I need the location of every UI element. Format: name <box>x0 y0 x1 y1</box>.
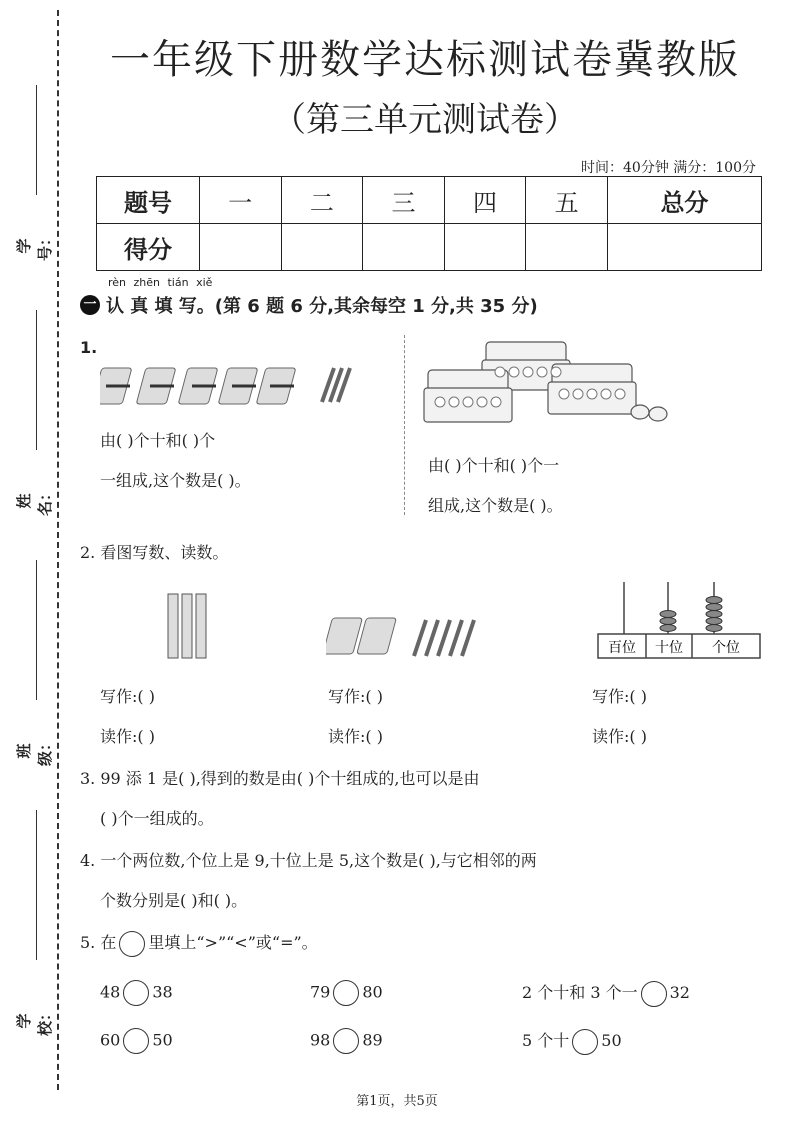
compare-item <box>310 980 383 1006</box>
compare-right: 38 <box>152 982 173 1002</box>
q5-title-b: 里填上“>”“<”或“=”。 <box>148 933 318 952</box>
compare-item <box>522 1028 622 1055</box>
compare-right: 50 <box>152 1030 173 1050</box>
score-input-cell[interactable] <box>526 224 608 271</box>
answer-circle-icon[interactable] <box>641 981 667 1007</box>
compare-right: 32 <box>669 983 690 1002</box>
compare-item <box>522 980 690 1007</box>
egg-cartons-illustration <box>422 338 682 433</box>
compare-right: 89 <box>362 1030 383 1050</box>
compare-circle-icon <box>119 931 145 957</box>
page-title: 一年级下册数学达标测试卷冀教版 <box>110 37 740 83</box>
compare-left: 60 <box>100 1030 121 1050</box>
score-input-cell[interactable] <box>607 224 761 271</box>
sticks-group-illustration <box>326 612 486 662</box>
q1-right-line2: 组成,这个数是( )。 <box>428 496 563 515</box>
q3-line1: 3. 99 添 1 是( ),得到的数是由( )个十组成的,也可以是由 <box>80 769 480 788</box>
q1-number: 1. <box>80 338 98 357</box>
table-cell: 一 <box>200 177 282 224</box>
answer-circle-icon[interactable] <box>333 1028 359 1054</box>
q2-read-1: 读作:( ) <box>100 727 155 746</box>
score-input-cell[interactable] <box>200 224 282 271</box>
section-number-badge: 一 <box>80 295 100 315</box>
q2-write-1: 写作:( ) <box>100 687 155 706</box>
compare-left: 5 个十 <box>522 1031 570 1050</box>
table-row <box>97 177 762 224</box>
compare-right: 50 <box>601 1031 622 1050</box>
stick-bundle-icon <box>218 368 258 404</box>
q2-read-3: 读作:( ) <box>592 727 647 746</box>
bundles-of-sticks-illustration <box>100 360 360 410</box>
q1-left-line2: 一组成,这个数是( )。 <box>100 471 251 490</box>
section-title: 认 真 填 写。(第 6 题 6 分,其余每空 1 分,共 35 分) <box>106 296 538 317</box>
score-input-cell[interactable] <box>444 224 526 271</box>
section-pinyin: rèn zhēn tián xiě <box>108 276 213 289</box>
answer-circle-icon[interactable] <box>333 980 359 1006</box>
q4-line1: 4. 一个两位数,个位上是 9,十位上是 5,这个数是( ),与它相邻的两 <box>80 851 537 870</box>
score-table <box>96 176 762 271</box>
section-heading <box>80 292 538 318</box>
q2-title: 2. 看图写数、读数。 <box>80 543 229 562</box>
q2-write-2: 写作:( ) <box>328 687 383 706</box>
exam-meta: 时间：40分钟 满分：100分 <box>581 160 756 176</box>
answer-circle-icon[interactable] <box>123 980 149 1006</box>
abacus-label-tens: 十位 <box>655 640 683 656</box>
q5-title <box>80 930 318 957</box>
stick-bundle-icon <box>178 368 218 404</box>
q2-read-2: 读作:( ) <box>328 727 383 746</box>
abacus-label-hundreds: 百位 <box>608 640 636 656</box>
table-cell: 得分 <box>97 224 200 271</box>
name-label: 姓名： <box>15 486 54 517</box>
answer-circle-icon[interactable] <box>123 1028 149 1054</box>
compare-item <box>100 1028 173 1054</box>
compare-right: 80 <box>362 982 383 1002</box>
table-cell: 二 <box>281 177 363 224</box>
q4-line2: 个数分别是( )和( )。 <box>100 891 248 910</box>
stick-bundle-icon <box>100 368 132 404</box>
student-id-label: 学号： <box>15 231 54 262</box>
class-line <box>36 560 37 700</box>
table-cell: 四 <box>444 177 526 224</box>
name-line <box>36 310 37 450</box>
compare-item <box>100 980 173 1006</box>
q3-line2: ( )个一组成的。 <box>100 809 214 828</box>
table-row <box>97 224 762 271</box>
class-label: 班级： <box>15 736 54 767</box>
q1-left-line1: 由( )个十和( )个 <box>100 431 216 450</box>
compare-item <box>310 1028 383 1054</box>
table-cell: 三 <box>363 177 445 224</box>
table-cell: 总分 <box>607 177 761 224</box>
q1-right-line1: 由( )个十和( )个一 <box>428 456 560 475</box>
abacus-label-ones: 个位 <box>712 640 740 656</box>
compare-left: 98 <box>310 1030 331 1050</box>
table-cell: 题号 <box>97 177 200 224</box>
compare-left: 48 <box>100 982 121 1002</box>
compare-left: 79 <box>310 982 331 1002</box>
binding-dashed-line <box>57 10 59 1090</box>
stick-bundle-icon <box>136 368 176 404</box>
page-footer: 第1页，共5页 <box>356 1094 438 1109</box>
school-label: 学校： <box>15 1006 54 1037</box>
score-input-cell[interactable] <box>281 224 363 271</box>
hundred-blocks-illustration <box>164 592 214 662</box>
page-subtitle: （第三单元测试卷） <box>272 100 578 140</box>
answer-circle-icon[interactable] <box>572 1029 598 1055</box>
score-input-cell[interactable] <box>363 224 445 271</box>
table-cell: 五 <box>526 177 608 224</box>
abacus-illustration <box>596 580 764 660</box>
q1-divider <box>404 335 405 515</box>
stick-bundle-icon <box>256 368 296 404</box>
q2-write-3: 写作:( ) <box>592 687 647 706</box>
q5-title-a: 5. 在 <box>80 933 117 952</box>
compare-left: 2 个十和 3 个一 <box>522 983 638 1002</box>
school-line <box>36 810 37 960</box>
student-id-line <box>36 85 37 195</box>
